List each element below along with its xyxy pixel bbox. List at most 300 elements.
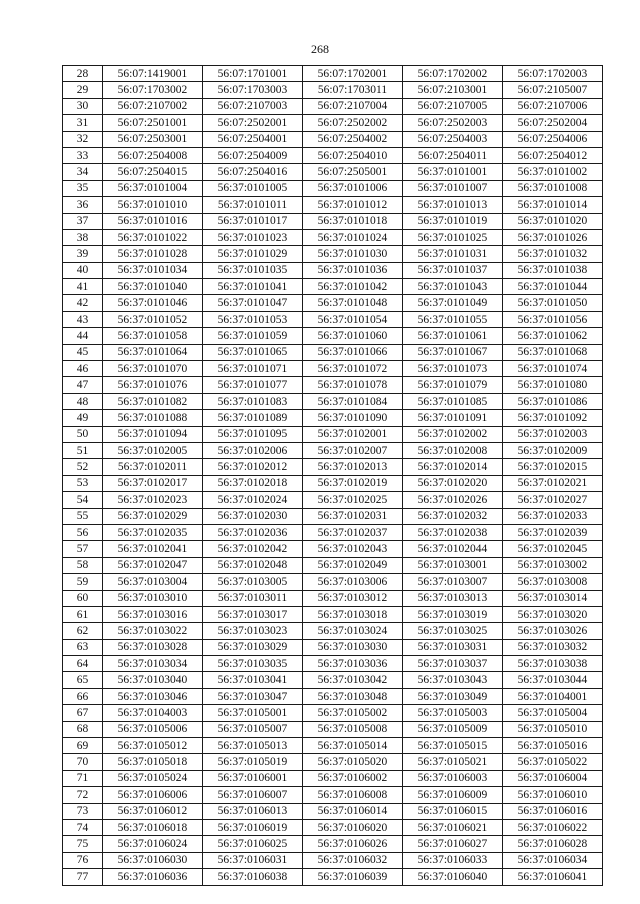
cadastral-number-cell: 56:37:0103014 xyxy=(503,590,603,606)
cadastral-number-cell: 56:37:0106001 xyxy=(203,770,303,786)
cadastral-number-cell: 56:37:0103007 xyxy=(403,574,503,590)
cadastral-number-cell: 56:37:0102049 xyxy=(303,557,403,573)
cadastral-number-cell: 56:07:1419001 xyxy=(103,66,203,82)
cadastral-number-cell: 56:37:0103046 xyxy=(103,688,203,704)
cadastral-number-cell: 56:07:2107005 xyxy=(403,98,503,114)
cadastral-number-cell: 56:37:0105021 xyxy=(403,754,503,770)
cadastral-number-cell: 56:37:0102005 xyxy=(103,442,203,458)
row-number-cell: 61 xyxy=(63,606,103,622)
cadastral-number-cell: 56:07:2504001 xyxy=(203,131,303,147)
cadastral-number-cell: 56:37:0101072 xyxy=(303,361,403,377)
row-number-cell: 77 xyxy=(63,869,103,885)
cadastral-number-cell: 56:37:0105024 xyxy=(103,770,203,786)
cadastral-number-cell: 56:37:0101038 xyxy=(503,262,603,278)
cadastral-number-cell: 56:37:0101079 xyxy=(403,377,503,393)
cadastral-number-cell: 56:37:0101007 xyxy=(403,180,503,196)
cadastral-number-cell: 56:37:0106022 xyxy=(503,819,603,835)
cadastral-number-cell: 56:37:0103020 xyxy=(503,606,603,622)
cadastral-number-cell: 56:37:0102015 xyxy=(503,459,603,475)
table-row xyxy=(63,656,603,672)
cadastral-number-cell: 56:07:1703011 xyxy=(303,82,403,98)
table-row xyxy=(63,770,603,786)
cadastral-number-cell: 56:37:0103010 xyxy=(103,590,203,606)
row-number-cell: 71 xyxy=(63,770,103,786)
cadastral-number-cell: 56:37:0101062 xyxy=(503,328,603,344)
cadastral-number-cell: 56:37:0103044 xyxy=(503,672,603,688)
cadastral-number-cell: 56:37:0102002 xyxy=(403,426,503,442)
cadastral-number-cell: 56:37:0101013 xyxy=(403,197,503,213)
cadastral-number-cell: 56:37:0103047 xyxy=(203,688,303,704)
cadastral-number-cell: 56:37:0102038 xyxy=(403,524,503,540)
row-number-cell: 57 xyxy=(63,541,103,557)
cadastral-number-cell: 56:37:0103049 xyxy=(403,688,503,704)
cadastral-number-cell: 56:37:0101029 xyxy=(203,246,303,262)
table-row xyxy=(63,590,603,606)
row-number-cell: 58 xyxy=(63,557,103,573)
cadastral-number-cell: 56:37:0106006 xyxy=(103,787,203,803)
cadastral-number-cell: 56:37:0102042 xyxy=(203,541,303,557)
row-number-cell: 56 xyxy=(63,524,103,540)
cadastral-number-cell: 56:07:2107003 xyxy=(203,98,303,114)
cadastral-number-cell: 56:37:0106009 xyxy=(403,787,503,803)
row-number-cell: 55 xyxy=(63,508,103,524)
row-number-cell: 32 xyxy=(63,131,103,147)
cadastral-number-cell: 56:37:0101077 xyxy=(203,377,303,393)
row-number-cell: 67 xyxy=(63,705,103,721)
row-number-cell: 47 xyxy=(63,377,103,393)
cadastral-number-cell: 56:37:0106033 xyxy=(403,852,503,868)
cadastral-number-cell: 56:37:0102001 xyxy=(303,426,403,442)
cadastral-number-cell: 56:37:0103032 xyxy=(503,639,603,655)
cadastral-number-cell: 56:37:0101006 xyxy=(303,180,403,196)
cadastral-number-cell: 56:37:0105019 xyxy=(203,754,303,770)
cadastral-number-cell: 56:37:0102008 xyxy=(403,442,503,458)
cadastral-number-cell: 56:07:2501001 xyxy=(103,115,203,131)
cadastral-number-cell: 56:37:0105001 xyxy=(203,705,303,721)
table-row xyxy=(63,328,603,344)
cadastral-number-cell: 56:37:0106039 xyxy=(303,869,403,885)
cadastral-number-cell: 56:37:0105022 xyxy=(503,754,603,770)
cadastral-number-cell: 56:37:0101026 xyxy=(503,229,603,245)
cadastral-number-cell: 56:07:2105007 xyxy=(503,82,603,98)
row-number-cell: 46 xyxy=(63,361,103,377)
cadastral-number-cell: 56:37:0101012 xyxy=(303,197,403,213)
cadastral-number-cell: 56:37:0101088 xyxy=(103,410,203,426)
row-number-cell: 40 xyxy=(63,262,103,278)
cadastral-number-cell: 56:37:0103017 xyxy=(203,606,303,622)
table-row xyxy=(63,213,603,229)
cadastral-number-cell: 56:37:0101085 xyxy=(403,393,503,409)
table-row xyxy=(63,787,603,803)
table-row xyxy=(63,442,603,458)
cadastral-number-cell: 56:37:0106004 xyxy=(503,770,603,786)
cadastral-number-cell: 56:37:0101043 xyxy=(403,279,503,295)
cadastral-number-cell: 56:37:0106016 xyxy=(503,803,603,819)
cadastral-number-cell: 56:37:0101064 xyxy=(103,344,203,360)
cadastral-number-cell: 56:37:0101054 xyxy=(303,311,403,327)
table-row xyxy=(63,721,603,737)
row-number-cell: 37 xyxy=(63,213,103,229)
row-number-cell: 64 xyxy=(63,656,103,672)
cadastral-number-cell: 56:37:0101055 xyxy=(403,311,503,327)
cadastral-number-cell: 56:37:0101059 xyxy=(203,328,303,344)
cadastral-number-cell: 56:37:0101094 xyxy=(103,426,203,442)
cadastral-number-cell: 56:37:0103022 xyxy=(103,623,203,639)
row-number-cell: 63 xyxy=(63,639,103,655)
row-number-cell: 73 xyxy=(63,803,103,819)
cadastral-number-cell: 56:37:0101080 xyxy=(503,377,603,393)
cadastral-number-cell: 56:37:0106002 xyxy=(303,770,403,786)
cadastral-number-cell: 56:37:0106041 xyxy=(503,869,603,885)
cadastral-number-cell: 56:07:2504011 xyxy=(403,147,503,163)
cadastral-number-cell: 56:37:0101034 xyxy=(103,262,203,278)
table-row xyxy=(63,541,603,557)
cadastral-number-cell: 56:37:0105018 xyxy=(103,754,203,770)
cadastral-number-cell: 56:37:0101028 xyxy=(103,246,203,262)
cadastral-number-cell: 56:37:0103026 xyxy=(503,623,603,639)
cadastral-number-cell: 56:07:2504008 xyxy=(103,147,203,163)
cadastral-number-cell: 56:37:0103002 xyxy=(503,557,603,573)
cadastral-number-cell: 56:37:0102011 xyxy=(103,459,203,475)
cadastral-number-cell: 56:37:0101078 xyxy=(303,377,403,393)
cadastral-number-cell: 56:37:0103043 xyxy=(403,672,503,688)
cadastral-number-cell: 56:37:0102003 xyxy=(503,426,603,442)
cadastral-number-cell: 56:37:0106034 xyxy=(503,852,603,868)
cadastral-number-cell: 56:37:0101091 xyxy=(403,410,503,426)
row-number-cell: 42 xyxy=(63,295,103,311)
cadastral-number-cell: 56:37:0102043 xyxy=(303,541,403,557)
table-row xyxy=(63,836,603,852)
table-row xyxy=(63,66,603,82)
table-row xyxy=(63,688,603,704)
table-row xyxy=(63,393,603,409)
cadastral-number-cell: 56:37:0102021 xyxy=(503,475,603,491)
cadastral-number-cell: 56:37:0101073 xyxy=(403,361,503,377)
cadastral-number-cell: 56:37:0103024 xyxy=(303,623,403,639)
cadastral-number-cell: 56:37:0106012 xyxy=(103,803,203,819)
cadastral-number-cell: 56:37:0103035 xyxy=(203,656,303,672)
cadastral-number-cell: 56:37:0101047 xyxy=(203,295,303,311)
cadastral-number-cell: 56:37:0102044 xyxy=(403,541,503,557)
cadastral-number-cell: 56:37:0101065 xyxy=(203,344,303,360)
cadastral-number-cell: 56:37:0105010 xyxy=(503,721,603,737)
cadastral-number-cell: 56:37:0101060 xyxy=(303,328,403,344)
cadastral-number-cell: 56:37:0103036 xyxy=(303,656,403,672)
cadastral-number-cell: 56:07:1702001 xyxy=(303,66,403,82)
cadastral-number-cell: 56:37:0101050 xyxy=(503,295,603,311)
cadastral-number-cell: 56:37:0102026 xyxy=(403,492,503,508)
table-row xyxy=(63,147,603,163)
cadastral-number-cell: 56:07:2505001 xyxy=(303,164,403,180)
cadastral-number-cell: 56:37:0106018 xyxy=(103,819,203,835)
cadastral-number-cell: 56:37:0101082 xyxy=(103,393,203,409)
table-row xyxy=(63,492,603,508)
cadastral-number-cell: 56:07:1703002 xyxy=(103,82,203,98)
cadastral-number-cell: 56:37:0103023 xyxy=(203,623,303,639)
cadastral-number-cell: 56:37:0103031 xyxy=(403,639,503,655)
page-number: 268 xyxy=(311,42,329,56)
cadastral-number-cell: 56:37:0106015 xyxy=(403,803,503,819)
cadastral-number-cell: 56:37:0106026 xyxy=(303,836,403,852)
cadastral-number-cell: 56:37:0102020 xyxy=(403,475,503,491)
row-number-cell: 49 xyxy=(63,410,103,426)
row-number-cell: 62 xyxy=(63,623,103,639)
cadastral-number-cell: 56:37:0106032 xyxy=(303,852,403,868)
table-row xyxy=(63,705,603,721)
cadastral-number-cell: 56:37:0102029 xyxy=(103,508,203,524)
cadastral-number-cell: 56:37:0101037 xyxy=(403,262,503,278)
cadastral-number-cell: 56:37:0101008 xyxy=(503,180,603,196)
row-number-cell: 48 xyxy=(63,393,103,409)
cadastral-number-cell: 56:07:2502003 xyxy=(403,115,503,131)
table-row xyxy=(63,557,603,573)
cadastral-number-cell: 56:37:0102027 xyxy=(503,492,603,508)
row-number-cell: 53 xyxy=(63,475,103,491)
cadastral-number-cell: 56:37:0101092 xyxy=(503,410,603,426)
cadastral-number-cell: 56:37:0103008 xyxy=(503,574,603,590)
cadastral-number-cell: 56:37:0101056 xyxy=(503,311,603,327)
cadastral-number-cell: 56:37:0106020 xyxy=(303,819,403,835)
row-number-cell: 29 xyxy=(63,82,103,98)
cadastral-number-cell: 56:37:0105016 xyxy=(503,738,603,754)
row-number-cell: 30 xyxy=(63,98,103,114)
cadastral-number-cell: 56:37:0102019 xyxy=(303,475,403,491)
cadastral-number-cell: 56:37:0102018 xyxy=(203,475,303,491)
table-row xyxy=(63,459,603,475)
cadastral-number-cell: 56:37:0103005 xyxy=(203,574,303,590)
cadastral-number-cell: 56:37:0101020 xyxy=(503,213,603,229)
cadastral-number-cell: 56:37:0103001 xyxy=(403,557,503,573)
table-row xyxy=(63,574,603,590)
cadastral-number-cell: 56:37:0101090 xyxy=(303,410,403,426)
table-row xyxy=(63,377,603,393)
cadastral-number-cell: 56:37:0101070 xyxy=(103,361,203,377)
cadastral-number-cell: 56:07:1703003 xyxy=(203,82,303,98)
table-row xyxy=(63,279,603,295)
cadastral-number-cell: 56:37:0103012 xyxy=(303,590,403,606)
row-number-cell: 45 xyxy=(63,344,103,360)
cadastral-number-cell: 56:37:0103013 xyxy=(403,590,503,606)
cadastral-number-cell: 56:37:0102017 xyxy=(103,475,203,491)
cadastral-number-cell: 56:37:0103037 xyxy=(403,656,503,672)
cadastral-number-cell: 56:37:0106007 xyxy=(203,787,303,803)
cadastral-number-cell: 56:07:1702003 xyxy=(503,66,603,82)
cadastral-number-cell: 56:37:0102012 xyxy=(203,459,303,475)
cadastral-number-cell: 56:37:0105003 xyxy=(403,705,503,721)
cadastral-number-cell: 56:37:0101023 xyxy=(203,229,303,245)
cadastral-number-cell: 56:37:0101052 xyxy=(103,311,203,327)
table-row xyxy=(63,738,603,754)
table-row xyxy=(63,98,603,114)
cadastral-number-cell: 56:37:0102032 xyxy=(403,508,503,524)
table-row xyxy=(63,623,603,639)
cadastral-number-cell: 56:37:0106031 xyxy=(203,852,303,868)
cadastral-number-cell: 56:37:0104001 xyxy=(503,688,603,704)
table-body xyxy=(63,66,603,886)
table-row xyxy=(63,262,603,278)
row-number-cell: 54 xyxy=(63,492,103,508)
row-number-cell: 60 xyxy=(63,590,103,606)
cadastral-number-cell: 56:37:0101022 xyxy=(103,229,203,245)
cadastral-number-cell: 56:37:0101058 xyxy=(103,328,203,344)
row-number-cell: 51 xyxy=(63,442,103,458)
table-row xyxy=(63,344,603,360)
cadastral-number-cell: 56:37:0101076 xyxy=(103,377,203,393)
cadastral-number-cell: 56:37:0103028 xyxy=(103,639,203,655)
cadastral-number-cell: 56:37:0106024 xyxy=(103,836,203,852)
cadastral-number-cell: 56:37:0101044 xyxy=(503,279,603,295)
cadastral-number-cell: 56:37:0101089 xyxy=(203,410,303,426)
cadastral-number-cell: 56:37:0101083 xyxy=(203,393,303,409)
cadastral-number-cell: 56:37:0106021 xyxy=(403,819,503,835)
cadastral-number-cell: 56:37:0101005 xyxy=(203,180,303,196)
row-number-cell: 69 xyxy=(63,738,103,754)
row-number-cell: 41 xyxy=(63,279,103,295)
cadastral-number-cell: 56:37:0103029 xyxy=(203,639,303,655)
cadastral-number-cell: 56:37:0105014 xyxy=(303,738,403,754)
cadastral-number-cell: 56:37:0101042 xyxy=(303,279,403,295)
cadastral-number-cell: 56:07:2504010 xyxy=(303,147,403,163)
table-row xyxy=(63,229,603,245)
cadastral-number-cell: 56:37:0106019 xyxy=(203,819,303,835)
cadastral-number-cell: 56:37:0106030 xyxy=(103,852,203,868)
cadastral-number-cell: 56:37:0103041 xyxy=(203,672,303,688)
cadastral-number-cell: 56:37:0105008 xyxy=(303,721,403,737)
cadastral-number-cell: 56:37:0102037 xyxy=(303,524,403,540)
table-row xyxy=(63,672,603,688)
cadastral-number-cell: 56:37:0101031 xyxy=(403,246,503,262)
row-number-cell: 65 xyxy=(63,672,103,688)
cadastral-number-cell: 56:37:0106013 xyxy=(203,803,303,819)
table-row xyxy=(63,475,603,491)
cadastral-number-cell: 56:37:0102013 xyxy=(303,459,403,475)
cadastral-number-cell: 56:37:0103040 xyxy=(103,672,203,688)
cadastral-number-cell: 56:37:0101068 xyxy=(503,344,603,360)
cadastral-number-cell: 56:37:0102035 xyxy=(103,524,203,540)
cadastral-number-cell: 56:37:0102036 xyxy=(203,524,303,540)
row-number-cell: 28 xyxy=(63,66,103,82)
cadastral-number-cell: 56:37:0102047 xyxy=(103,557,203,573)
cadastral-number-cell: 56:07:2107004 xyxy=(303,98,403,114)
table-row xyxy=(63,311,603,327)
row-number-cell: 68 xyxy=(63,721,103,737)
cadastral-number-cell: 56:37:0106025 xyxy=(203,836,303,852)
cadastral-number-cell: 56:07:2504012 xyxy=(503,147,603,163)
cadastral-number-cell: 56:37:0105020 xyxy=(303,754,403,770)
cadastral-number-cell: 56:37:0103006 xyxy=(303,574,403,590)
cadastral-number-cell: 56:37:0106036 xyxy=(103,869,203,885)
cadastral-number-cell: 56:37:0102033 xyxy=(503,508,603,524)
row-number-cell: 74 xyxy=(63,819,103,835)
table-row xyxy=(63,361,603,377)
cadastral-number-cell: 56:37:0103004 xyxy=(103,574,203,590)
cadastral-number-cell: 56:37:0101048 xyxy=(303,295,403,311)
cadastral-number-cell: 56:37:0101066 xyxy=(303,344,403,360)
cadastral-number-cell: 56:37:0101019 xyxy=(403,213,503,229)
cadastral-number-cell: 56:37:0101025 xyxy=(403,229,503,245)
cadastral-number-cell: 56:37:0101084 xyxy=(303,393,403,409)
cadastral-number-cell: 56:37:0103038 xyxy=(503,656,603,672)
cadastral-number-cell: 56:37:0101095 xyxy=(203,426,303,442)
table-row xyxy=(63,819,603,835)
cadastral-number-cell: 56:37:0106010 xyxy=(503,787,603,803)
cadastral-number-cell: 56:37:0105002 xyxy=(303,705,403,721)
cadastral-number-cell: 56:37:0106027 xyxy=(403,836,503,852)
table-row xyxy=(63,639,603,655)
cadastral-number-cell: 56:37:0102007 xyxy=(303,442,403,458)
cadastral-number-cell: 56:37:0101014 xyxy=(503,197,603,213)
table-row xyxy=(63,246,603,262)
cadastral-number-cell: 56:37:0102048 xyxy=(203,557,303,573)
row-number-cell: 43 xyxy=(63,311,103,327)
cadastral-number-cell: 56:37:0106003 xyxy=(403,770,503,786)
cadastral-number-cell: 56:37:0103016 xyxy=(103,606,203,622)
table-row xyxy=(63,803,603,819)
cadastral-number-cell: 56:37:0103034 xyxy=(103,656,203,672)
row-number-cell: 38 xyxy=(63,229,103,245)
cadastral-number-cell: 56:37:0106028 xyxy=(503,836,603,852)
table-row xyxy=(63,754,603,770)
cadastral-number-cell: 56:37:0101046 xyxy=(103,295,203,311)
cadastral-number-cell: 56:07:2502001 xyxy=(203,115,303,131)
cadastral-number-cell: 56:37:0103018 xyxy=(303,606,403,622)
cadastral-number-cell: 56:37:0101061 xyxy=(403,328,503,344)
cadastral-number-cell: 56:37:0106040 xyxy=(403,869,503,885)
cadastral-number-cell: 56:37:0105007 xyxy=(203,721,303,737)
cadastral-number-cell: 56:07:2502004 xyxy=(503,115,603,131)
cadastral-quarter-table xyxy=(62,65,603,886)
cadastral-number-cell: 56:37:0101011 xyxy=(203,197,303,213)
row-number-cell: 72 xyxy=(63,787,103,803)
row-number-cell: 44 xyxy=(63,328,103,344)
table-row xyxy=(63,426,603,442)
cadastral-number-cell: 56:37:0105013 xyxy=(203,738,303,754)
cadastral-number-cell: 56:37:0103025 xyxy=(403,623,503,639)
row-number-cell: 50 xyxy=(63,426,103,442)
table-row xyxy=(63,197,603,213)
cadastral-number-cell: 56:37:0102031 xyxy=(303,508,403,524)
cadastral-number-cell: 56:37:0105006 xyxy=(103,721,203,737)
cadastral-number-cell: 56:07:2504015 xyxy=(103,164,203,180)
cadastral-number-cell: 56:37:0101032 xyxy=(503,246,603,262)
cadastral-number-cell: 56:37:0101035 xyxy=(203,262,303,278)
cadastral-number-cell: 56:07:2504003 xyxy=(403,131,503,147)
table-row xyxy=(63,131,603,147)
table-row xyxy=(63,508,603,524)
cadastral-number-cell: 56:07:2107002 xyxy=(103,98,203,114)
table-row xyxy=(63,115,603,131)
cadastral-number-cell: 56:37:0106038 xyxy=(203,869,303,885)
cadastral-number-cell: 56:37:0101004 xyxy=(103,180,203,196)
cadastral-number-cell: 56:37:0101040 xyxy=(103,279,203,295)
cadastral-number-cell: 56:07:1702002 xyxy=(403,66,503,82)
table-row xyxy=(63,295,603,311)
row-number-cell: 33 xyxy=(63,147,103,163)
table-row xyxy=(63,410,603,426)
row-number-cell: 35 xyxy=(63,180,103,196)
cadastral-number-cell: 56:37:0101086 xyxy=(503,393,603,409)
cadastral-number-cell: 56:07:2103001 xyxy=(403,82,503,98)
row-number-cell: 34 xyxy=(63,164,103,180)
cadastral-number-cell: 56:37:0101002 xyxy=(503,164,603,180)
cadastral-number-cell: 56:07:2504009 xyxy=(203,147,303,163)
cadastral-number-cell: 56:07:2503001 xyxy=(103,131,203,147)
cadastral-number-cell: 56:07:2504016 xyxy=(203,164,303,180)
cadastral-number-cell: 56:37:0102024 xyxy=(203,492,303,508)
table-row xyxy=(63,164,603,180)
cadastral-number-cell: 56:07:2504002 xyxy=(303,131,403,147)
cadastral-number-cell: 56:37:0101041 xyxy=(203,279,303,295)
